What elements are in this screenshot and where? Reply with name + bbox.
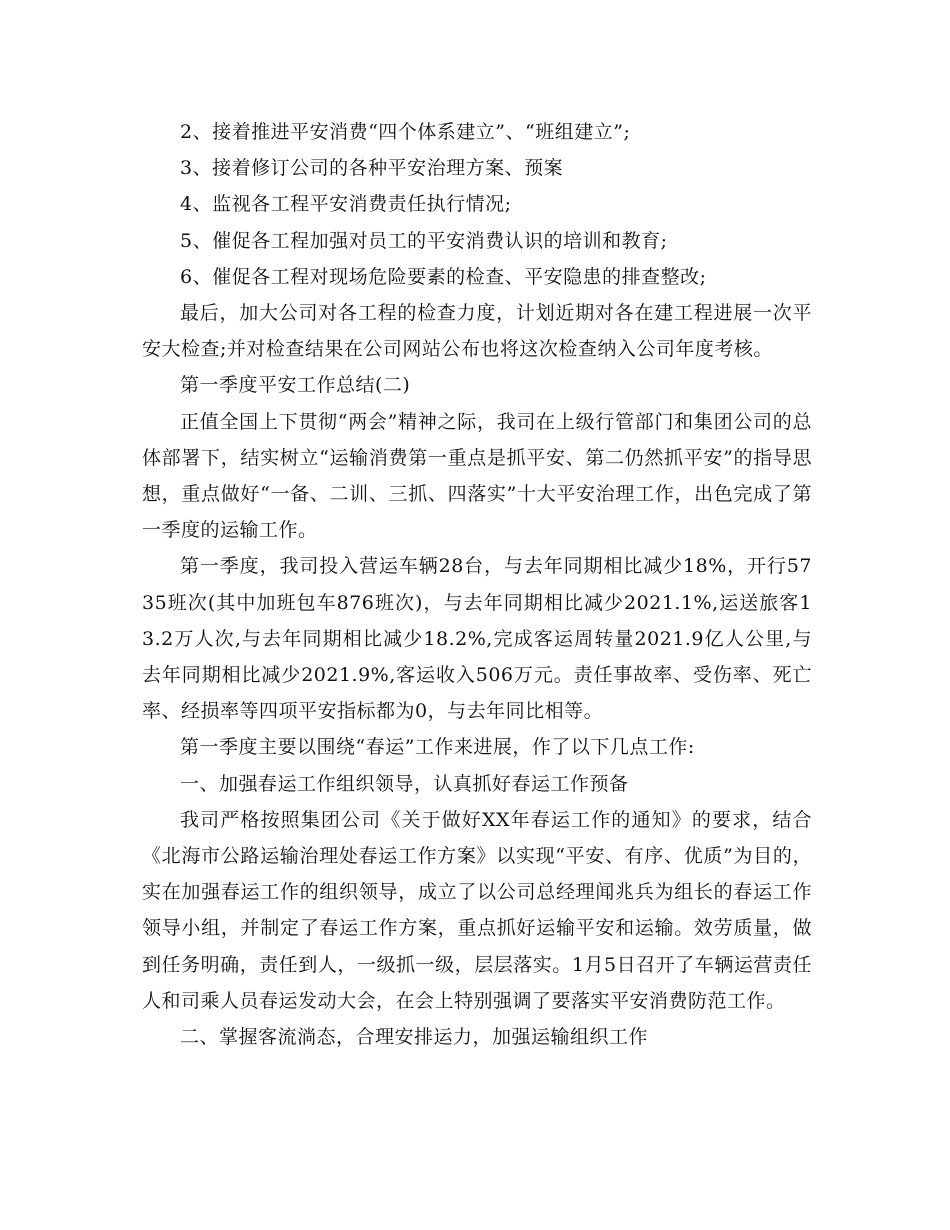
- body-paragraph: 第一季度主要以围绕“春运”工作来进展，作了以下几点工作:: [180, 736, 695, 759]
- section-heading: 第一季度平安工作总结(二): [180, 374, 411, 397]
- section-heading: 二、掌握客流淌态，合理安排运力，加强运输组织工作: [180, 1026, 649, 1049]
- list-item: 4、监视各工程平安消费责任执行情况;: [180, 193, 512, 216]
- section-heading: 一、加强春运工作组织领导，认真抓好春运工作预备: [180, 772, 629, 795]
- list-item: 6、催促各工程对现场危险要素的检查、平安隐患的排查整改;: [180, 265, 707, 288]
- document-body: [142, 114, 812, 1055]
- body-paragraph: 正值全国上下贯彻“两会”精神之际，我司在上级行管部门和集团公司的总体部署下，结实树立“运输消费第一重点是抓平安、第二仍然抓平安”的指导思想，重点做好“一备、二训、三抓、四落实”十大平安治理工作，出色完成了第一季度的运输工作。: [142, 410, 812, 542]
- list-item: 2、接着推进平安消费“四个体系建立”、“班组建立”;: [180, 121, 631, 143]
- list-item: 3、接着修订公司的各种平安治理方案、预案: [180, 157, 564, 180]
- list-item: 5、催促各工程加强对员工的平安消费认识的培训和教育;: [180, 229, 668, 252]
- body-paragraph: 第一季度，我司投入营运车辆28台，与去年同期相比减少18%，开行5735班次(其中加班包车876班次)，与去年同期相比减少2021.1%,运送旅客13.2万人次,与去年同期相比减少18.2%,完成客运周转量2021.9亿人公里,与去年同期相比减少2021.9%,客运收入506万元。责任事故率、受伤率、死亡率、经损率等四项平安指标都为0，与去年同比相等。: [142, 555, 812, 723]
- body-paragraph: 最后，加大公司对各工程的检查力度，计划近期对各在建工程进展一次平安大检查;并对检查结果在公司网站公布也将这次检查纳入公司年度考核。: [142, 302, 812, 361]
- body-paragraph: 我司严格按照集团公司《关于做好XX年春运工作的通知》的要求，结合《北海市公路运输治理处春运工作方案》以实现“平安、有序、优质”为目的，实在加强春运工作的组织领导，成立了以公司总经理闻兆兵为组长的春运工作领导小组，并制定了春运工作方案，重点抓好运输平安和运输。效劳质量，做到任务明确，责任到人，一级抓一级，层层落实。1月5日召开了车辆运营责任人和司乘人员春运发动大会，在会上特别强调了要落实平安消费防范工作。: [142, 808, 812, 1012]
